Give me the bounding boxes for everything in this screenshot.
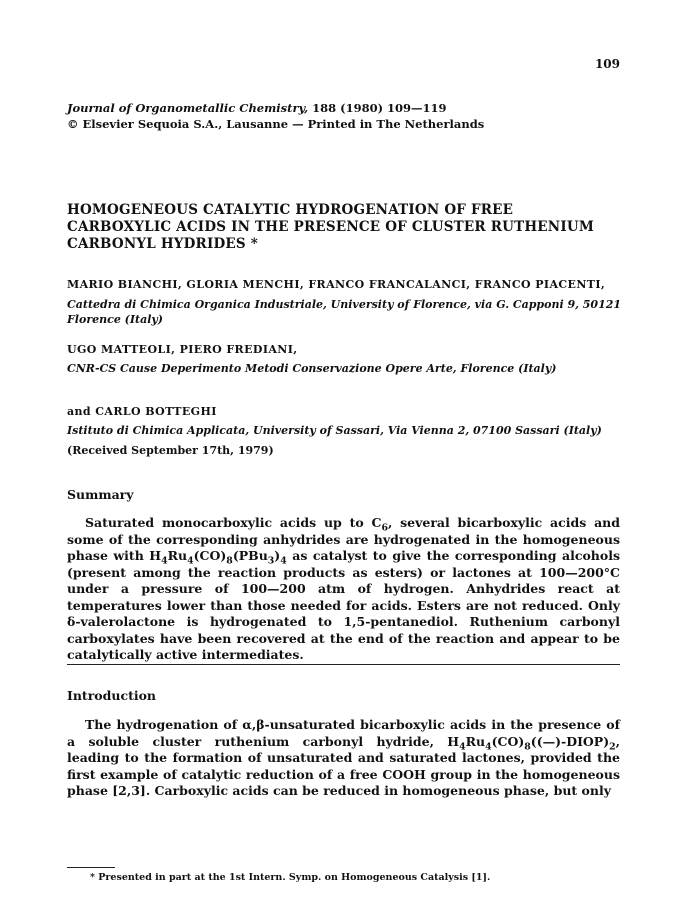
- affiliation-1-line-1: Cattedra di Chimica Organica Industriale, University of Florence, via G. Capponi 9, 50121: [67, 298, 622, 311]
- affiliation-2: CNR-CS Cause Deperimento Metodi Conservazione Opere Arte, Florence (Italy): [67, 362, 557, 375]
- journal-volume: 188 (1980) 109—119: [308, 101, 447, 115]
- title-line-3: CARBONYL HYDRIDES *: [67, 236, 258, 252]
- publisher-line: © Elsevier Sequoia S.A., Lausanne — Printed in The Netherlands: [67, 117, 485, 131]
- author-group-2: UGO MATTEOLI, PIERO FREDIANI,: [67, 343, 298, 356]
- affiliation-3: Istituto di Chimica Applicata, University of Sassari, Via Vienna 2, 07100 Sassari (Italy): [67, 424, 602, 437]
- title-line-1: HOMOGENEOUS CATALYTIC HYDROGENATION OF FREE: [67, 202, 514, 218]
- section-divider: [67, 664, 620, 665]
- journal-citation: [67, 100, 484, 116]
- journal-name: Journal of Organometallic Chemistry,: [67, 101, 309, 115]
- author-group-1: MARIO BIANCHI, GLORIA MENCHI, FRANCO FRANCALANCI, FRANCO PIACENTI,: [67, 278, 606, 291]
- affiliation-1-line-2: Florence (Italy): [67, 313, 163, 326]
- author-group-3: and CARLO BOTTEGHI: [67, 405, 217, 418]
- page-number: 109: [594, 57, 620, 71]
- footnote-rule: [67, 867, 115, 868]
- received-date: (Received September 17th, 1979): [67, 444, 274, 457]
- introduction-text: The hydrogenation of α,β-unsaturated bicarboxylic acids in the presence of a soluble cluster ruthenium carbonyl hydride, $H_4Ru_4(CO)_8((—)-DIOP)_2$, leading to the formation of unsaturated and saturated lactones, provided the first example of catalytic reduction of a free COOH group in the homogeneous phase [2,3]. Carboxylic acids can be reduced in homogeneous phase, but only: [67, 717, 620, 798]
- journal-header: [67, 100, 484, 132]
- article-title: [67, 202, 627, 253]
- title-line-2: CARBOXYLIC ACIDS IN THE PRESENCE OF CLUSTER RUTHENIUM: [67, 219, 594, 235]
- summary-text: Saturated monocarboxylic acids up to $C_6$, several bicarboxylic acids and some of the corresponding anhydrides are hydrogenated in the homogeneous phase with $H_4Ru_4(CO)_8(PBu_3)_4$ as catalyst to give the corresponding alcohols (present among the reaction products as esters) or lactones at 100—200°C under a pressure of 100—200 atm of hydrogen. Anhydrides react at temperatures lower than those needed for acids. Esters are not reduced. Only δ-valerolactone is hydrogenated to 1,5-pentanediol. Ruthenium carbonyl carboxylates have been recovered at the end of the reaction and appear to be catalytically active intermediates.: [67, 515, 621, 662]
- introduction-heading: Introduction: [67, 688, 157, 703]
- footnote: * Presented in part at the 1st Intern. Symp. on Homogeneous Catalysis [1].: [90, 872, 491, 883]
- summary-heading: Summary: [67, 487, 134, 502]
- affiliation-1: [67, 297, 627, 327]
